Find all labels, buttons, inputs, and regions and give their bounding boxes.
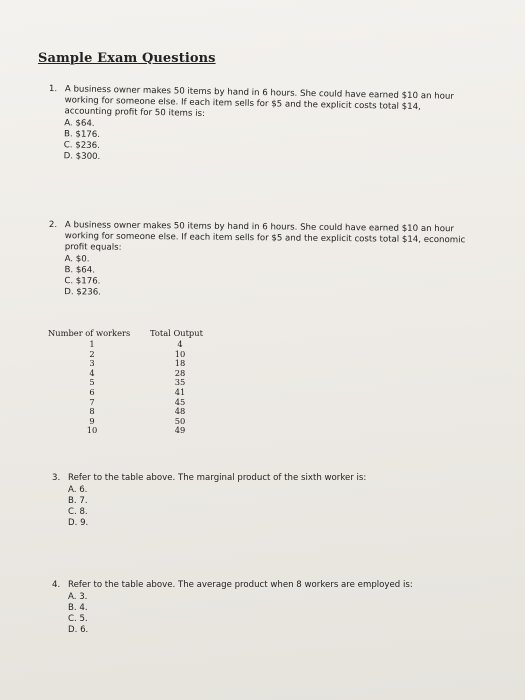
workers-column bbox=[80, 340, 104, 436]
question-number: 4. bbox=[52, 580, 61, 590]
workers-cell: 1 bbox=[89, 339, 95, 349]
question-number: 2. bbox=[48, 220, 58, 231]
question-text: A business owner makes 50 items by hand in 6 hours. She could have earned $10 an hour working for someone else. If each item sells for $5 and the explicit costs total $14, accounting profit for 50 items is: bbox=[64, 84, 454, 119]
question-2 bbox=[48, 220, 469, 302]
option-a: A. 3. bbox=[68, 592, 88, 602]
output-cell: 28 bbox=[174, 367, 186, 378]
question-text: A business owner makes 50 items by hand in 6 hours. She could have earned $10 an hour working for someone else. If each item sells for $5 and the explicit costs total $14, economic profit equals: bbox=[64, 220, 466, 253]
question-4 bbox=[52, 580, 472, 636]
question-3 bbox=[52, 473, 472, 529]
options-list bbox=[63, 118, 468, 170]
header-workers: Number of workers bbox=[48, 328, 131, 338]
question-number: 1. bbox=[48, 84, 58, 95]
question-text: Refer to the table above. The average product when 8 workers are employed is: bbox=[68, 580, 413, 590]
output-cell: 41 bbox=[174, 386, 186, 397]
workers-cell: 5 bbox=[89, 377, 95, 388]
output-cell: 45 bbox=[174, 396, 186, 407]
option-a: A. 6. bbox=[68, 485, 88, 495]
options-list bbox=[64, 254, 468, 302]
option-b: B. 7. bbox=[68, 496, 88, 506]
output-cell: 49 bbox=[174, 425, 186, 436]
option-c: C. 5. bbox=[68, 614, 88, 624]
page-title: Sample Exam Questions bbox=[38, 51, 216, 66]
question-number: 3. bbox=[52, 473, 61, 483]
option-c: C. $236. bbox=[63, 140, 100, 151]
option-d: D. 9. bbox=[68, 518, 89, 528]
workers-cell: 3 bbox=[89, 358, 95, 369]
option-a: A. $0. bbox=[64, 254, 90, 265]
option-c: C. 8. bbox=[68, 507, 88, 517]
output-cell: 10 bbox=[174, 348, 186, 359]
option-d: D. $236. bbox=[64, 287, 101, 298]
output-cell: 50 bbox=[174, 415, 186, 426]
workers-cell: 8 bbox=[89, 406, 95, 417]
option-a: A. $64. bbox=[64, 118, 95, 129]
option-b: B. $176. bbox=[63, 129, 101, 140]
option-c: C. $176. bbox=[64, 276, 101, 287]
output-column bbox=[168, 340, 192, 436]
output-cell: 4 bbox=[177, 339, 183, 349]
option-d: D. 6. bbox=[68, 625, 89, 635]
workers-cell: 4 bbox=[89, 367, 95, 378]
workers-cell: 10 bbox=[86, 425, 98, 436]
options-list bbox=[68, 485, 472, 529]
workers-cell: 2 bbox=[89, 348, 95, 359]
header-total-output: Total Output bbox=[150, 328, 203, 338]
output-cell: 48 bbox=[174, 406, 186, 417]
question-text: Refer to the table above. The marginal product of the sixth worker is: bbox=[68, 473, 367, 483]
options-list bbox=[68, 592, 472, 636]
workers-cell: 7 bbox=[89, 396, 95, 407]
option-b: B. 4. bbox=[68, 603, 88, 613]
option-b: B. $64. bbox=[64, 265, 96, 276]
workers-cell: 6 bbox=[89, 386, 95, 397]
output-cell: 35 bbox=[174, 377, 186, 388]
workers-cell: 9 bbox=[89, 415, 95, 426]
option-d: D. $300. bbox=[63, 151, 101, 162]
output-cell: 18 bbox=[174, 358, 186, 369]
question-1 bbox=[48, 84, 469, 170]
